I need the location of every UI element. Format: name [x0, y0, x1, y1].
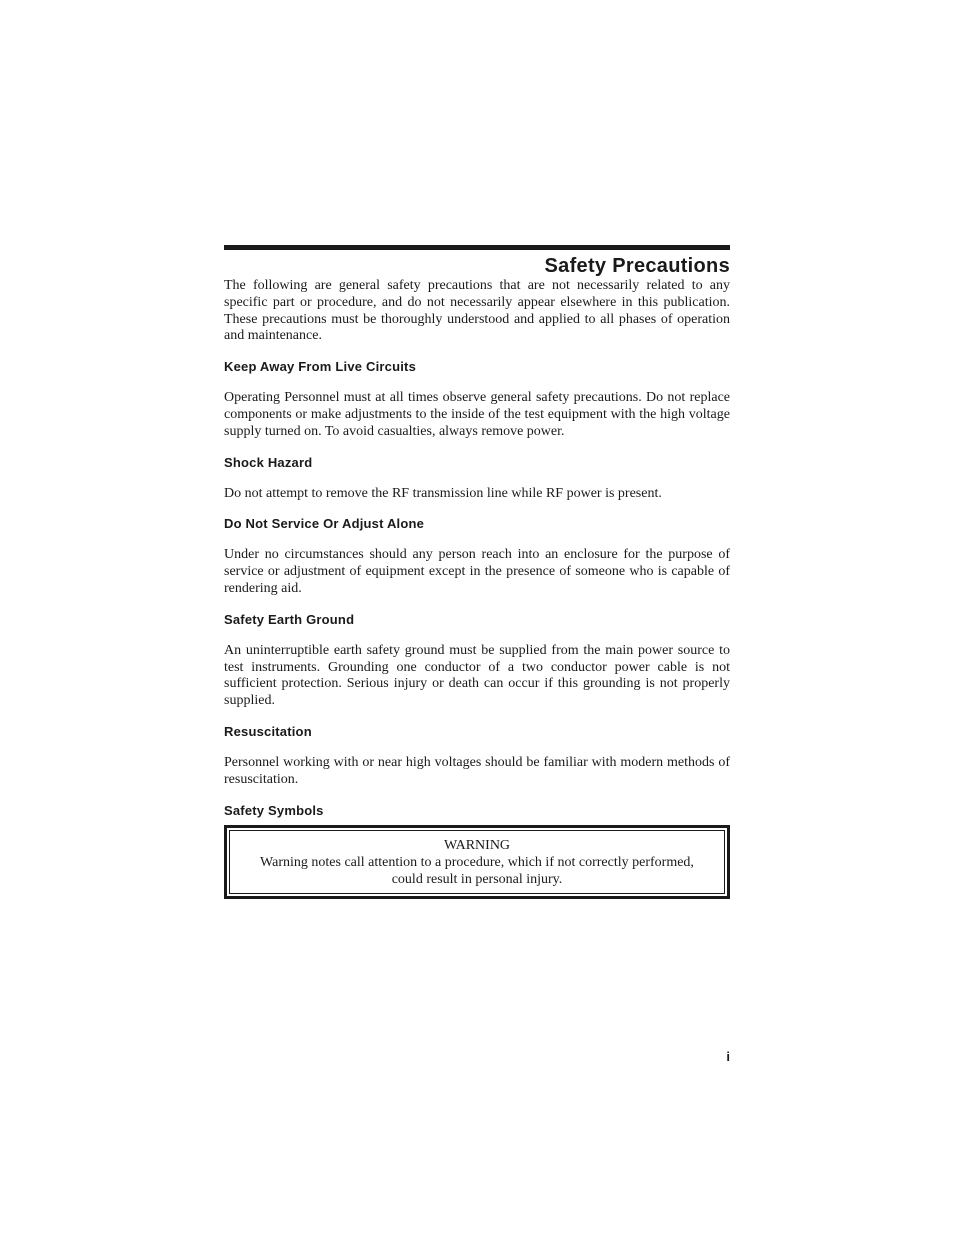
section-shock-hazard: [224, 455, 730, 503]
section-heading: Shock Hazard: [224, 454, 313, 470]
section-service-alone: [224, 516, 730, 597]
section-body: Operating Personnel must at all times observe general safety precautions. Do not replace components or make adjustments to the inside of the test equipment with the high voltage supply turned on. To avoid casualties, always remove power.: [224, 390, 730, 439]
warning-label: WARNING: [443, 837, 511, 853]
section-body: Under no circumstances should any person reach into an enclosure for the purpose of service or adjustment of equipment except in the presence of someone who is capable of rendering aid.: [224, 547, 730, 596]
section-body: Personnel working with or near high voltages should be familiar with modern methods of resuscitation.: [224, 754, 730, 787]
section-live-circuits: [224, 359, 730, 440]
section-heading: Safety Earth Ground: [224, 611, 355, 627]
warning-box: [224, 825, 730, 899]
section-body: An uninterruptible earth safety ground must be supplied from the main power source to test instruments. Grounding one conductor of a two conductor power cable is not sufficient protection. Serious injury or death can occur if this grounding is not properly supplied.: [224, 642, 730, 709]
section-heading: Safety Symbols: [224, 802, 324, 818]
section-body: Do not attempt to remove the RF transmission line while RF power is present.: [224, 485, 662, 501]
section-resuscitation: [224, 724, 730, 789]
section-heading: Resuscitation: [224, 723, 312, 739]
section-heading: Do Not Service Or Adjust Alone: [224, 516, 425, 532]
warning-text: Warning notes call attention to a procedure, which if not correctly performed, could result in personal injury.: [260, 854, 694, 887]
page-title: Safety Precautions: [544, 255, 730, 277]
intro-paragraph: The following are general safety precautions that are not necessarily related to any specific part or procedure, and do not necessarily appear elsewhere in this publication. These precautions must be thoroughly understood and applied to all phases of operation and maintenance.: [224, 278, 730, 344]
warning-inner: [229, 830, 725, 894]
page-content: [224, 245, 730, 899]
title-rule: [224, 245, 730, 250]
section-safety-symbols: [224, 803, 730, 819]
page-number: i: [726, 1049, 730, 1064]
section-earth-ground: [224, 612, 730, 710]
section-heading: Keep Away From Live Circuits: [224, 359, 416, 375]
